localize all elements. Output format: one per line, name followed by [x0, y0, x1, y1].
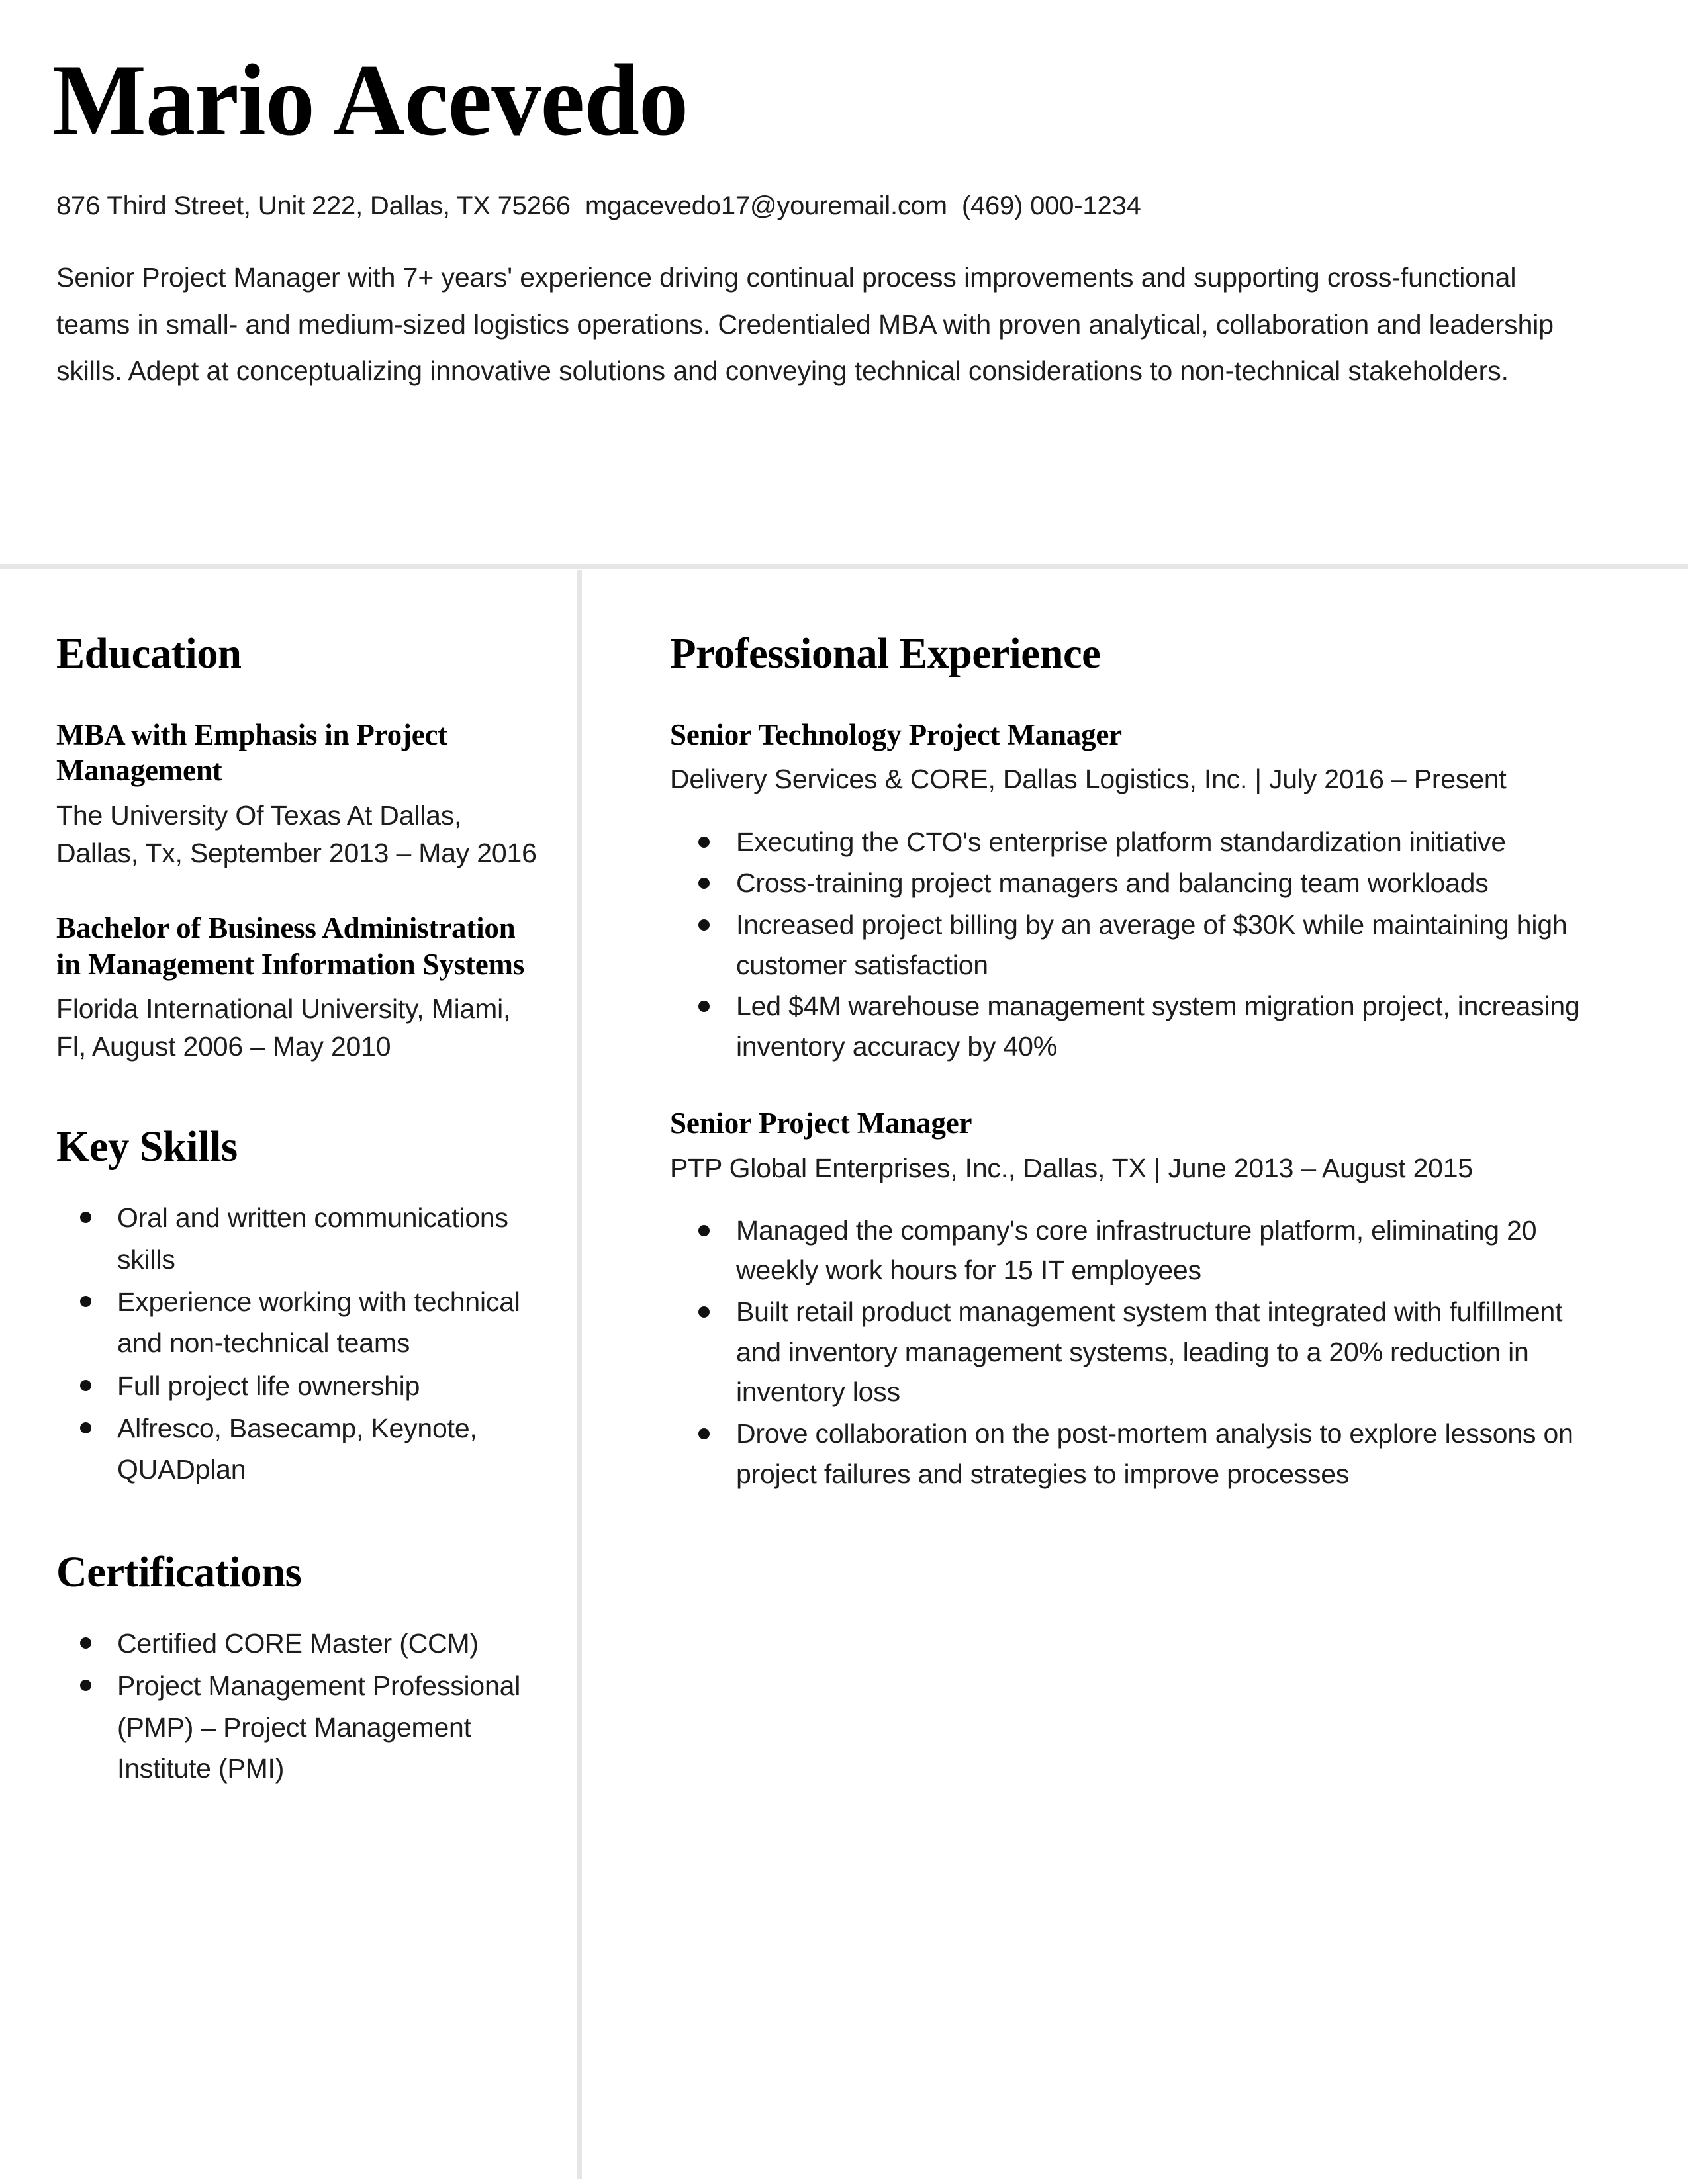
list-item	[56, 1281, 538, 1364]
list-item	[670, 863, 1609, 903]
list-item	[56, 1197, 538, 1280]
list-item-label: Oral and written communications skills	[117, 1203, 508, 1275]
list-item-label: Built retail product management system that integrated with fulfillment and inventory management systems, leading to a 20% reduction in inventory loss	[736, 1297, 1563, 1408]
list-item-label: Drove collaboration on the post-mortem analysis to explore lessons on project failures and strategies to improve processes	[736, 1418, 1573, 1489]
bullet-dot-icon	[80, 1422, 91, 1433]
education-degree: MBA with Emphasis in Project Management	[56, 717, 448, 788]
list-item	[670, 822, 1609, 862]
left-column	[0, 570, 577, 1790]
list-item-label: Executing the CTO's enterprise platform standardization initiative	[736, 826, 1506, 857]
experience-entry	[670, 717, 1609, 1067]
education-entry	[56, 717, 538, 872]
list-item	[56, 1365, 538, 1406]
list-item	[670, 986, 1609, 1066]
key-skills-list	[56, 1197, 538, 1490]
resume-header	[0, 0, 1688, 394]
bullet-dot-icon	[80, 1637, 91, 1649]
list-item	[670, 1292, 1609, 1412]
education-degree: Bachelor of Business Administration in Management Information Systems	[56, 911, 525, 981]
contact-line	[56, 189, 1609, 222]
bullet-dot-icon	[698, 837, 710, 848]
contact-address: 876 Third Street, Unit 222, Dallas, TX 75266	[56, 191, 571, 221]
list-item-label: Experience working with technical and non-technical teams	[117, 1287, 520, 1359]
page-title: Mario Acevedo	[52, 43, 688, 157]
list-item-label: Cross-training project managers and balancing team workloads	[736, 868, 1489, 899]
professional-summary: Senior Project Manager with 7+ years' experience driving continual process improvements and supporting cross-functional teams in small- and medium-sized logistics operations. Credentialed MBA with proven analytical, collaboration and leadership skills. Adept at conceptualizing innovative solutions and conveying technical considerations to non-technical stakeholders.	[56, 262, 1554, 387]
bullet-dot-icon	[80, 1380, 91, 1391]
section-title-professional-experience: Professional Experience	[670, 629, 1101, 678]
list-item-label: Alfresco, Basecamp, Keynote, QUADplan	[117, 1412, 477, 1485]
list-item	[670, 1210, 1609, 1291]
education-meta: Florida International University, Miami, Fl, August 2006 – May 2010	[56, 993, 511, 1062]
list-item	[56, 1623, 538, 1664]
bullet-dot-icon	[80, 1212, 91, 1223]
list-item	[56, 1665, 538, 1789]
contact-email: mgacevedo17@youremail.com	[585, 191, 947, 221]
bullet-dot-icon	[698, 1306, 710, 1318]
list-item	[670, 905, 1609, 985]
bullet-dot-icon	[80, 1680, 91, 1691]
list-item-label: Increased project billing by an average of $30K while maintaining high customer satisfaction	[736, 909, 1568, 980]
education-entry	[56, 910, 538, 1065]
body-columns	[0, 570, 1688, 1790]
job-bullets	[670, 822, 1609, 1067]
list-item-label: Project Management Professional (PMP) – Project Management Institute (PMI)	[117, 1670, 521, 1784]
horizontal-divider	[0, 564, 1688, 569]
section-title-certifications: Certifications	[56, 1547, 302, 1596]
job-bullets	[670, 1210, 1609, 1494]
list-item-label: Led $4M warehouse management system migration project, increasing inventory accuracy by 40%	[736, 991, 1580, 1062]
bullet-dot-icon	[698, 1001, 710, 1012]
list-item	[56, 1408, 538, 1490]
education-meta: The University Of Texas At Dallas, Dallas, Tx, September 2013 – May 2016	[56, 800, 537, 868]
job-meta: Delivery Services & CORE, Dallas Logistics, Inc. | July 2016 – Present	[670, 764, 1507, 795]
list-item-label: Full project life ownership	[117, 1370, 420, 1401]
right-column	[577, 570, 1688, 1790]
list-item	[670, 1414, 1609, 1494]
list-item-label: Certified CORE Master (CCM)	[117, 1628, 479, 1659]
bullet-dot-icon	[698, 1225, 710, 1236]
bullet-dot-icon	[698, 1428, 710, 1439]
certifications-list	[56, 1623, 538, 1789]
job-meta: PTP Global Enterprises, Inc., Dallas, TX | June 2013 – August 2015	[670, 1152, 1473, 1183]
list-item-label: Managed the company's core infrastructure platform, eliminating 20 weekly work hours for 15 IT employees	[736, 1214, 1537, 1286]
bullet-dot-icon	[80, 1296, 91, 1307]
experience-entry	[670, 1105, 1609, 1494]
section-title-key-skills: Key Skills	[56, 1122, 238, 1171]
contact-phone: (469) 000-1234	[961, 191, 1141, 221]
section-title-education: Education	[56, 629, 242, 678]
job-role: Senior Project Manager	[670, 1106, 972, 1140]
job-role: Senior Technology Project Manager	[670, 717, 1122, 751]
bullet-dot-icon	[698, 878, 710, 889]
bullet-dot-icon	[698, 919, 710, 931]
